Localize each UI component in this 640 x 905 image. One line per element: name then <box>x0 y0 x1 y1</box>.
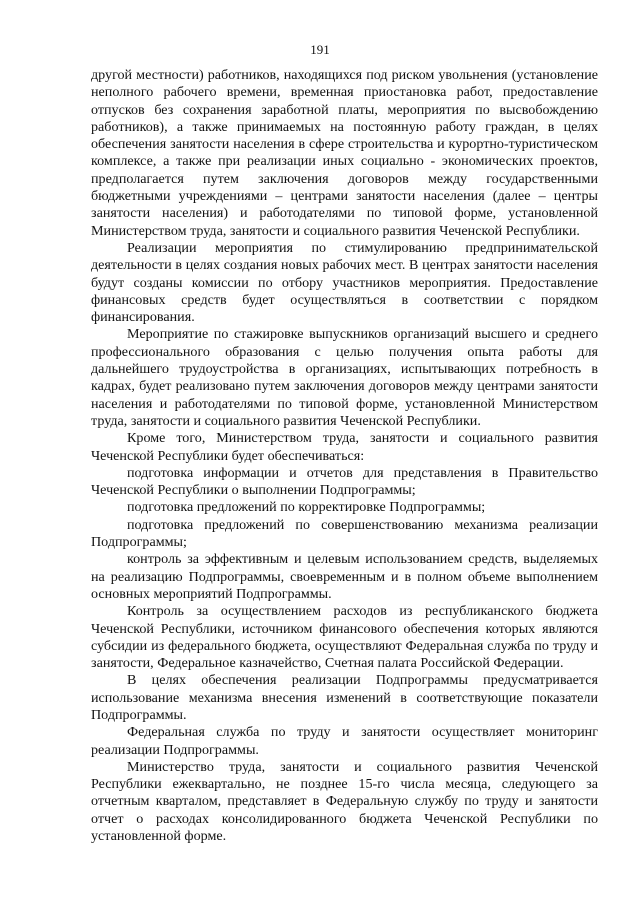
list-item-reports: подготовка информации и отчетов для представления в Правительство Чеченской Республики о выполнении Подпрограммы; <box>91 464 598 499</box>
list-item-corrections: подготовка предложений по корректировке Подпрограммы; <box>127 499 486 516</box>
paragraph-continuation: другой местности) работников, находящихся под риском увольнения (установление неполного рабочего времени, временная приостановка работ, предоставление отпусков без сохранения заработной платы, мероприятия по высвобождению работников), а также принимаемых на постоянную работу граждан, в целях обеспечения занятости населения в сфере строительства и курортно-туристическом комплексе, а также при реализации иных социально - экономических проектов, предполагается путем заключения договоров между государственными бюджетными учреждениями – центрами занятости населения (далее – центры занятости населения) и работодателями по типовой форме, установленной Министерством труда, занятости и социального развития Чеченской Республики. <box>91 67 598 239</box>
list-item-mechanism: подготовка предложений по совершенствованию механизма реализации Подпрограммы; <box>91 516 598 551</box>
paragraph-indicator-changes: В целях обеспечения реализации Подпрограммы предусматривается использование механизма внесения изменений в соответствующие показатели Подпрограммы. <box>91 672 598 723</box>
body-text <box>91 67 598 845</box>
list-item-control: контроль за эффективным и целевым использованием средств, выделяемых на реализацию Подпрограммы, своевременным и в полном объеме выполнением основных мероприятий Подпрограммы. <box>91 551 598 602</box>
paragraph-quarterly-report: Министерство труда, занятости и социального развития Чеченской Республики ежеквартально, не позднее 15-го числа месяца, следующего за отчетным кварталом, представляет в Федеральную службу по труду и занятости отчет о расходах консолидированного бюджета Чеченской Республики по установленной форме. <box>91 758 598 845</box>
paragraph-monitoring: Федеральная служба по труду и занятости осуществляет мониторинг реализации Подпрограммы. <box>91 724 598 758</box>
paragraph-internship: Мероприятие по стажировке выпускников организаций высшего и среднего профессионального образования с целью получения опыта работы для дальнейшего трудоустройства в организациях, испытывающих потребность в кадрах, будет реализовано путем заключения договоров между центрами занятости населения и работодателями по типовой форме, установленной Министерством труда, занятости и социального развития Чеченской Республики. <box>91 326 598 429</box>
page-number: 191 <box>310 42 330 57</box>
paragraph-ministry-duties-intro: Кроме того, Министерством труда, занятости и социального развития Чеченской Республики будет обеспечиваться: <box>91 430 598 464</box>
paragraph-entrepreneurship: Реализации мероприятия по стимулированию предпринимательской деятельности в целях создания новых рабочих мест. В центрах занятости населения будут созданы комиссии по отбору участников мероприятия. Предоставление финансовых средств будет осуществляться в соответствии с порядком финансирования. <box>91 239 598 326</box>
paragraph-expense-control: Контроль за осуществлением расходов из республиканского бюджета Чеченской Республики, источником финансового обеспечения которых являются субсидии из федерального бюджета, осуществляют Федеральная служба по труду и занятости, Федеральное казначейство, Счетная палата Российской Федерации. <box>91 603 598 672</box>
